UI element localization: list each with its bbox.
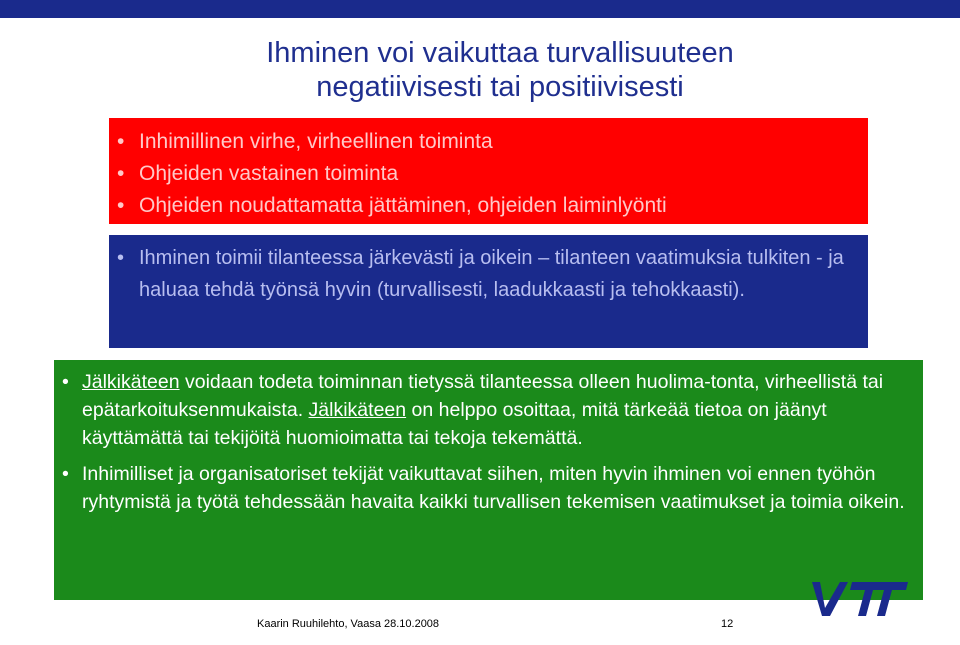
- negative-list: [111, 126, 868, 222]
- list-item: • Inhimillinen virhe, virheellinen toiminta: [111, 126, 868, 158]
- text-segment: on helppo osoittaa, mitä tärkeää tietoa on jäänyt käyttämättä tai tekijöitä huomioimatta tai tekoja tekemättä.: [82, 399, 827, 449]
- hindsight-list: [54, 368, 917, 516]
- list-item: • Ohjeiden vastainen toiminta: [111, 158, 868, 190]
- positive-example-box: [109, 235, 868, 348]
- hindsight-box: [54, 360, 923, 600]
- header-bar: [0, 0, 960, 18]
- underlined-term: Jälkikäteen: [308, 399, 407, 421]
- list-item: • Ohjeiden noudattamatta jättäminen, ohjeiden laiminlyönti: [111, 190, 868, 222]
- underlined-term: Jälkikäteen: [82, 371, 180, 393]
- text-segment: voidaan todeta toiminnan tietyssä tilanteessa olleen huolima-tonta, virheellistä tai epätarkoituksenmukaista.: [82, 371, 884, 421]
- footer-author-date: Kaarin Ruuhilehto, Vaasa 28.10.2008: [257, 618, 440, 630]
- list-item: • Inhimilliset ja organisatoriset tekijät vaikuttavat siihen, miten hyvin ihminen voi ennen työhön ryhtymistä ja työtä tehdessään havaita kaikki turvallisen tekemisen vaatimukset ja toimia oikein.: [54, 460, 917, 516]
- page-number: 12: [721, 618, 734, 630]
- list-item: [54, 368, 917, 452]
- negative-examples-box: [109, 118, 868, 224]
- list-item: • Ihminen toimii tilanteessa järkevästi ja oikein – tilanteen vaatimuksia tulkiten - ja haluaa tehdä työnsä hyvin (turvallisesti, laadukkaasti ja tehokkaasti).: [111, 242, 868, 306]
- title-line-2: negatiivisesti tai positiivisesti: [316, 71, 684, 103]
- vtt-logo-icon: [808, 572, 918, 622]
- positive-list: [111, 242, 868, 306]
- slide-title: [160, 36, 840, 104]
- title-line-1: Ihminen voi vaikuttaa turvallisuuteen: [266, 37, 734, 69]
